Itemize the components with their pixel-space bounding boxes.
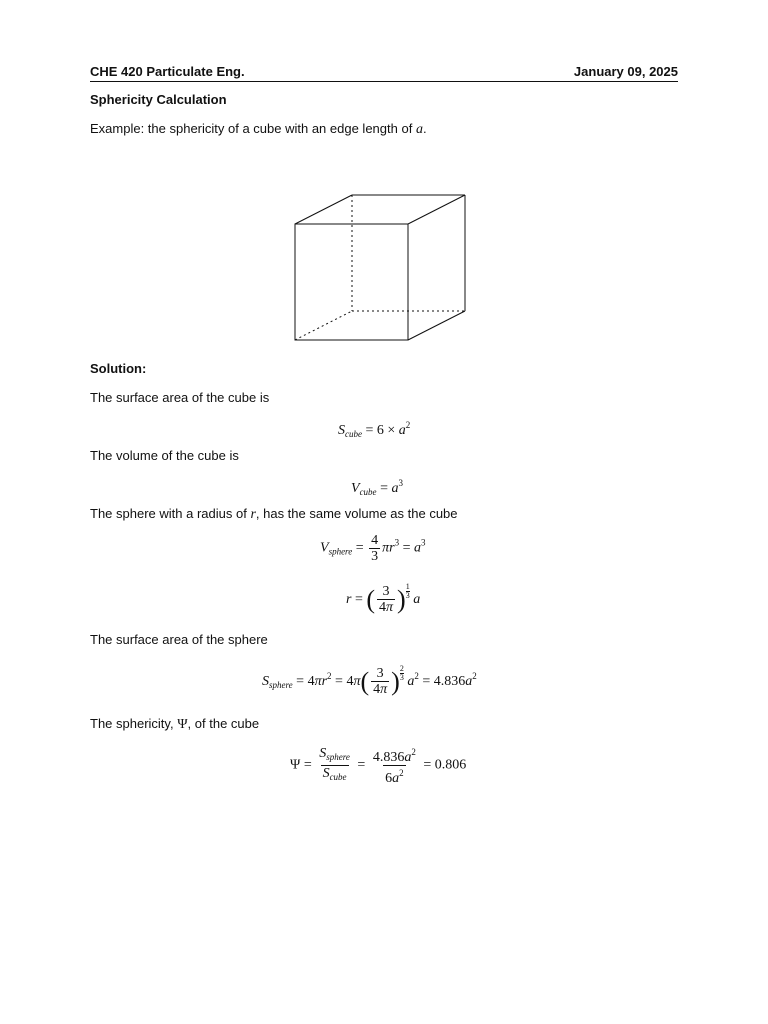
- eq-sphere-surface: $S_{sphere} = 4\pi r^2 = 4\pi$( $\frac{3}{4\pi}$ ) $\frac{2}{3}$ $a^2 = 4.836a^2$: [262, 664, 477, 698]
- cube-hidden-diagonal-edge: [295, 311, 352, 340]
- header-date: January 09, 2025: [573, 64, 678, 79]
- section-title: Sphericity Calculation: [90, 92, 227, 107]
- solution-heading: Solution:: [90, 361, 147, 376]
- sphere-volume-text: The sphere with a radius of r, has the same volume as the cube: [90, 506, 458, 522]
- surface-text: The surface area of the cube is: [90, 390, 270, 405]
- cube-bottom-right-edge: [408, 311, 465, 340]
- cube-top-right-edge: [408, 195, 465, 224]
- cube-top-left-edge: [295, 195, 352, 224]
- sphere-surface-text: The surface area of the sphere: [90, 632, 268, 647]
- eq-volume-cube: $V_{cube} = a^3$: [351, 478, 403, 497]
- eq-sphere-volume: $V_{sphere}$ = $\frac{4}{3}$ $\pi r^3 = a^3$: [320, 533, 426, 564]
- eq-radius: r = ( $\frac{3}{4\pi}$ ) $\frac{1}{3}$ a: [346, 582, 421, 616]
- eq-surface-cube: $S_{cube} = 6 \times a^2$: [338, 420, 411, 439]
- volume-text: The volume of the cube is: [90, 448, 239, 463]
- example-statement: Example: the sphericity of a cube with an edge length of a.: [90, 121, 427, 137]
- example-text: Example: the sphericity of a cube with an edge length of: [90, 121, 413, 136]
- sphericity-text: The sphericity, Ψ, of the cube: [90, 716, 260, 732]
- header-underline: [90, 81, 678, 82]
- eq-sphericity: Ψ = $\frac{S_{sphere}}{S_{cube}}$ = $\frac{4.836a^2}{6a^2}$ = 0.806: [290, 746, 467, 786]
- cube-diagram: [290, 190, 470, 345]
- course-title: CHE 420 Particulate Eng.: [90, 64, 245, 79]
- example-variable: a: [415, 122, 423, 137]
